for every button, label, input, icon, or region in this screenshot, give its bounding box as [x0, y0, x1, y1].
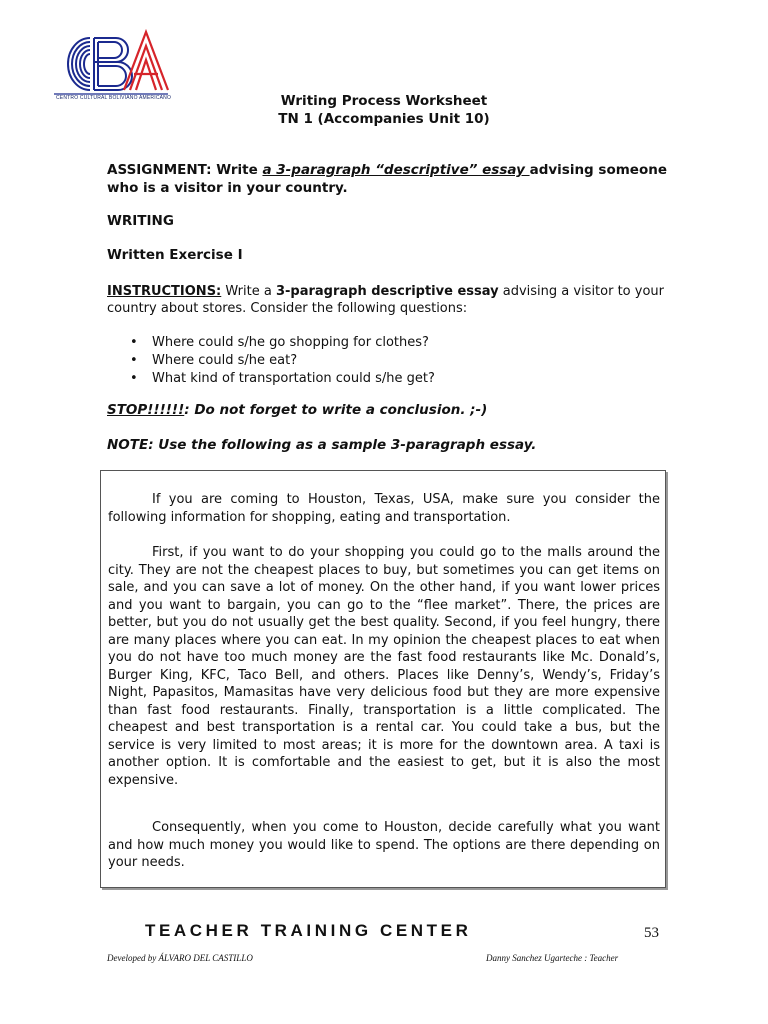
essay-paragraph-1: If you are coming to Houston, Texas, USA, make sure you consider the following information for shopping, eating and transportation. — [108, 492, 660, 525]
teacher-credit: Danny Sanchez Ugarteche : Teacher — [486, 953, 619, 963]
worksheet-subtitle: TN 1 (Accompanies Unit 10) — [278, 111, 490, 127]
question-item: • Where could s/he go shopping for clothes? — [130, 334, 435, 352]
essay-paragraph-2: First, if you want to do your shopping you could go to the malls around the city. They are not the cheapest places to buy, but sometimes you can get items on sale, and you can save a lot of money. On the other hand, if you want lower prices and you want to bargain, you can go to the “flee market”. There, the prices are better, but you do not usually get the best quality. Second, if you feel hungry, there are many places where you can eat. In my opinion the cheapest places to eat when you do not have too much money are the fast food restaurants like Mc. Donald’s, Burger King, KFC, Taco Bell, and others. Places like Denny’s, Wendy’s, Friday’s Night, Papasitos, Mamasitas have very delicious food but they are more expensive than fast food restaurants. Finally, transportation is a little complicated. The cheapest and best transportation is a rental car. You could take a bus, but the service is very limited to most areas; it is more for the downtown area. A taxi is another option. It is comfortable and the easiest to get, but it is also the most expensive. — [108, 545, 660, 788]
instructions-label: INSTRUCTIONS: — [107, 284, 222, 299]
logo-caption: CENTRO CULTURAL BOLIVIANO AMERICANO — [56, 95, 172, 101]
stop-label: STOP!!!!!! — [107, 402, 185, 418]
sample-essay-box — [100, 470, 666, 888]
worksheet-title: Writing Process Worksheet — [280, 93, 488, 109]
assignment-text-before: Write — [211, 162, 263, 178]
writing-heading: WRITING — [107, 213, 174, 229]
question-item: • What kind of transportation could s/he get? — [130, 370, 435, 388]
essay-paragraph-3: Consequently, when you come to Houston, decide carefully what you want and how much money you would like to spend. The options are there depending on your needs. — [108, 820, 660, 870]
stop-reminder — [107, 402, 667, 418]
stop-text: : Do not forget to write a conclusion. ;-) — [184, 402, 488, 418]
question-item: • Where could s/he eat? — [130, 352, 435, 370]
assignment-label: ASSIGNMENT: — [107, 162, 212, 178]
page-number: 53 — [644, 925, 659, 941]
instructions-paragraph — [107, 283, 667, 317]
instructions-text-before: Write a — [221, 284, 276, 299]
assignment-paragraph — [107, 161, 667, 197]
note-line: NOTE: Use the following as a sample 3-paragraph essay. — [107, 437, 537, 453]
footer-title: TEACHER TRAINING CENTER — [145, 921, 472, 940]
instructions-text-after: advising a visitor to your country about stores. Consider the following questions: — [107, 284, 665, 316]
assignment-text-after: advising someone who is a visitor in your country. — [107, 162, 667, 196]
instructions-bold: 3-paragraph descriptive essay — [275, 284, 499, 299]
assignment-underlined: a 3-paragraph “descriptive” essay — [262, 162, 530, 178]
exercise-heading: Written Exercise I — [107, 247, 243, 263]
developer-credit: Developed by ÁLVARO DEL CASTILLO — [107, 953, 253, 963]
questions-list — [130, 334, 435, 388]
